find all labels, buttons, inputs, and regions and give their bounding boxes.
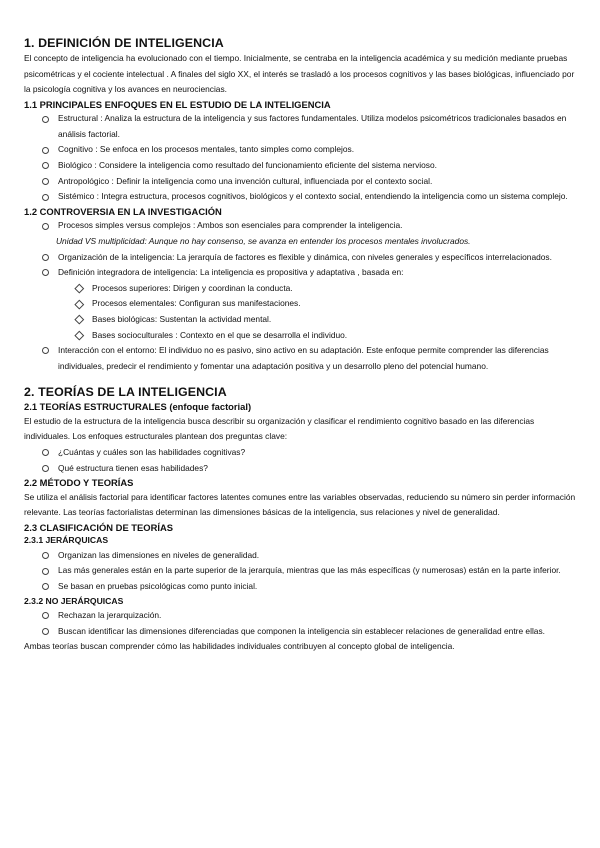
circle-bullet-icon xyxy=(42,223,49,230)
sub-list-item: Procesos superiores: Dirigen y coordinan la conducta. xyxy=(24,281,576,297)
closing-paragraph: Ambas teorías buscan comprender cómo las habilidades individuales contribuyen al concepto global de inteligencia. xyxy=(24,641,455,652)
list-item: Organizan las dimensiones en niveles de generalidad. xyxy=(24,548,576,564)
list-item: Biológico : Considere la inteligencia como resultado del funcionamiento eficiente del sistema nervioso. xyxy=(24,158,576,174)
sub-list-item: Bases socioculturales : Contexto en el que se desarrolla el individuo. xyxy=(24,328,576,344)
section-title: 1. DEFINICIÓN DE INTELIGENCIA xyxy=(24,36,224,50)
subsection-title: 1.2 CONTROVERSIA EN LA INVESTIGACIÓN xyxy=(24,205,222,217)
subsubsection-title: 2.3.1 JERÁRQUICAS xyxy=(24,535,109,546)
list-item: Las más generales están en la parte superior de la jerarquía, mientras que las más específicas (y numerosas) están en la parte inferior. xyxy=(24,563,576,579)
controversia-list-2 xyxy=(24,250,576,375)
paragraph: El estudio de la estructura de la inteligencia busca describir su organización y clasificar el rendimiento cognitivo basado en las diferencias individuales. Los enfoques estructurales plantean dos preguntas clave: xyxy=(24,415,535,442)
list-item: Buscan identificar las dimensiones diferenciadas que componen la inteligencia sin establecer relaciones de generalidad entre ellas. xyxy=(24,624,576,640)
circle-bullet-icon xyxy=(42,178,49,185)
circle-bullet-icon xyxy=(42,628,49,635)
list-item: Procesos simples versus complejos : Ambos son esenciales para comprender la inteligencia. xyxy=(24,218,576,234)
controversia-list xyxy=(24,218,576,234)
subsection-title: 2.2 MÉTODO Y TEORÍAS xyxy=(24,477,134,489)
circle-bullet-icon xyxy=(42,269,49,276)
section-teorias xyxy=(24,385,576,655)
preguntas-list xyxy=(24,445,576,476)
circle-bullet-icon xyxy=(42,465,49,472)
circle-bullet-icon xyxy=(42,583,49,590)
intro-paragraph: El concepto de inteligencia ha evolucionado con el tiempo. Inicialmente, se centraba en la inteligencia académica y su medición mediante pruebas psicométricas y el cociente intelectual . A finales del siglo XX, el interés se trasladó a los procesos cognitivos y las bases biológicas, influenciado por la psicología cognitiva y los avances en neurociencias. xyxy=(24,53,575,95)
list-item: Sistémico : Integra estructura, procesos cognitivos, biológicos y el contexto social, entendiendo la inteligencia como un sistema complejo. xyxy=(24,189,576,205)
circle-bullet-icon xyxy=(42,568,49,575)
circle-bullet-icon xyxy=(42,449,49,456)
document-page xyxy=(24,36,576,655)
section-title: 2. TEORÍAS DE LA INTELIGENCIA xyxy=(24,385,227,400)
jerarquicas-list xyxy=(24,548,576,595)
sub-list-item: Procesos elementales: Configuran sus manifestaciones. xyxy=(24,296,576,312)
circle-bullet-icon xyxy=(42,147,49,154)
circle-bullet-icon xyxy=(42,612,49,619)
diamond-bullet-icon xyxy=(75,315,84,324)
list-item: Estructural : Analiza la estructura de la inteligencia y sus factores fundamentales. Utiliza modelos psicométricos tradicionales basados en análisis factorial. xyxy=(24,111,576,142)
circle-bullet-icon xyxy=(42,347,49,354)
list-item: Organización de la inteligencia: La jerarquía de factores es flexible y dinámica, con niveles generales y específicos interrelacionados. xyxy=(24,250,576,266)
section-definicion xyxy=(24,36,576,374)
diamond-bullet-icon xyxy=(75,331,84,340)
subsection-title: 1.1 PRINCIPALES ENFOQUES EN EL ESTUDIO DE LA INTELIGENCIA xyxy=(24,98,331,110)
subsubsection-title: 2.3.2 NO JERÁRQUICAS xyxy=(24,595,124,606)
list-item: ¿Cuántas y cuáles son las habilidades cognitivas? xyxy=(24,445,576,461)
circle-bullet-icon xyxy=(42,552,49,559)
circle-bullet-icon xyxy=(42,116,49,123)
subsection-title: 2.3 CLASIFICACIÓN DE TEORÍAS xyxy=(24,521,173,533)
enfoques-list xyxy=(24,111,576,205)
circle-bullet-icon xyxy=(42,194,49,201)
list-item: Rechazan la jerarquización. xyxy=(24,608,576,624)
italic-note: Unidad VS multiplicidad: Aunque no hay consenso, se avanza en entender los procesos mentales involucrados. xyxy=(56,235,471,246)
list-item: Cognitivo : Se enfoca en los procesos mentales, tanto simples como complejos. xyxy=(24,142,576,158)
list-item: Se basan en pruebas psicológicas como punto inicial. xyxy=(24,579,576,595)
diamond-bullet-icon xyxy=(75,284,84,293)
circle-bullet-icon xyxy=(42,162,49,169)
subsection-title: 2.1 TEORÍAS ESTRUCTURALES (enfoque factorial) xyxy=(24,401,252,413)
no-jerarquicas-list xyxy=(24,608,576,639)
sub-list-item: Bases biológicas: Sustentan la actividad mental. xyxy=(24,312,576,328)
paragraph: Se utiliza el análisis factorial para identificar factores latentes comunes entre las variables observadas, reduciendo su número sin perder información relevante. Las teorías factorialistas determinan las dimensiones básicas de la inteligencia, sus relaciones y nivel de generalidad. xyxy=(24,491,576,518)
circle-bullet-icon xyxy=(42,254,49,261)
list-item: Qué estructura tienen esas habilidades? xyxy=(24,461,576,477)
diamond-bullet-icon xyxy=(75,299,84,308)
list-item: Definición integradora de inteligencia: La inteligencia es propositiva y adaptativa , basada en: xyxy=(24,265,576,281)
list-item: Antropológico : Definir la inteligencia como una invención cultural, influenciada por el contexto social. xyxy=(24,174,576,190)
list-item: Interacción con el entorno: El individuo no es pasivo, sino activo en su adaptación. Este enfoque permite comprender las diferencias individuales, predecir el rendimiento y fomentar una adaptación positiva y un desarrollo pleno del potencial humano. xyxy=(24,343,576,374)
